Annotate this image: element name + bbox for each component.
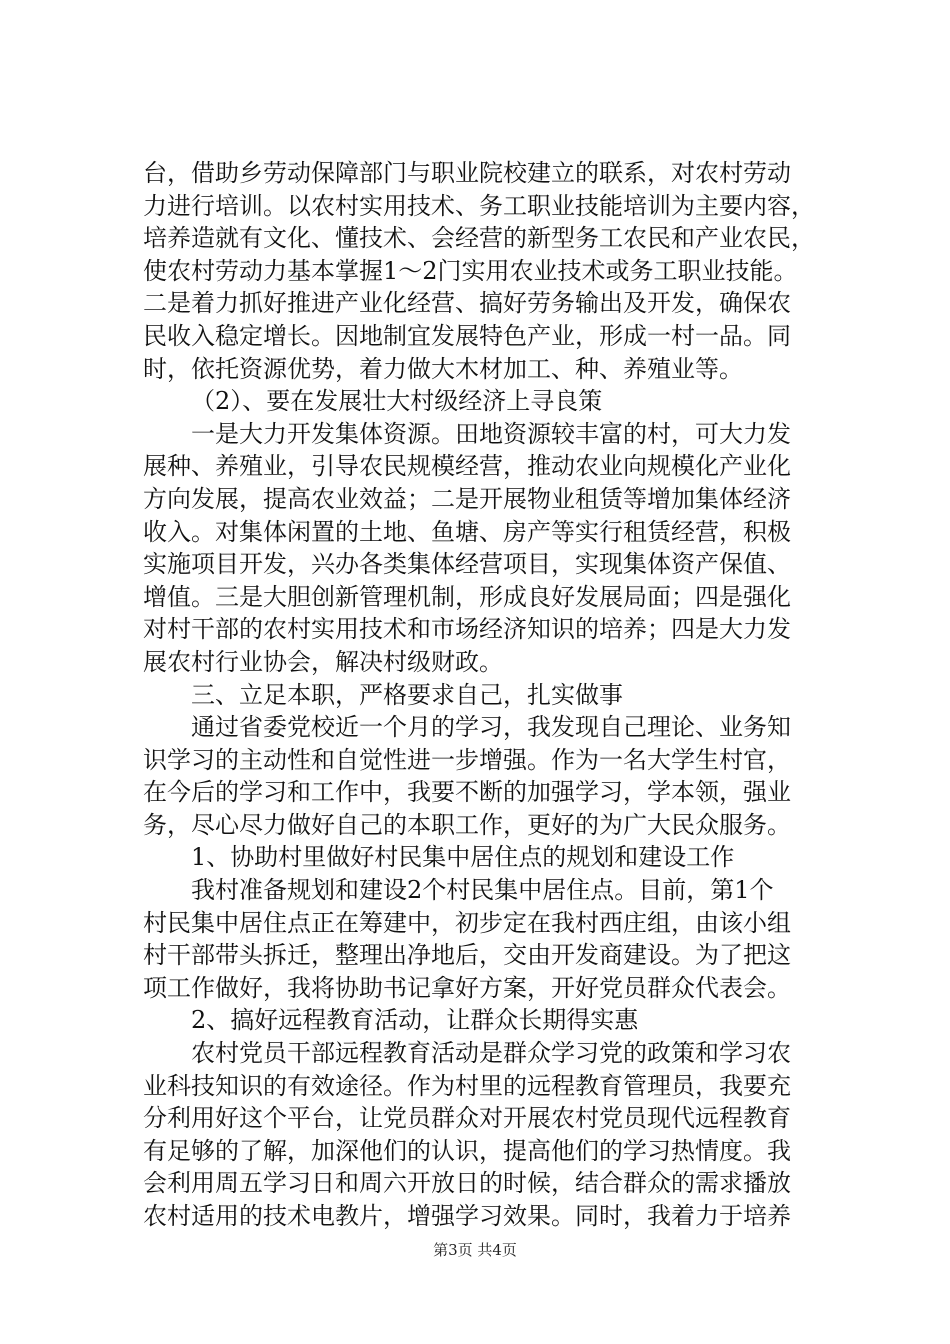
- text-line: 农村党员干部远程教育活动是群众学习党的政策和学习农: [191, 1039, 791, 1068]
- text-line: 展农村行业协会，解决村级财政。: [143, 647, 503, 676]
- text-line: 培养造就有文化、懂技术、会经营的新型务工农民和产业农民，: [143, 224, 815, 253]
- text-line: 在今后的学习和工作中，我要不断的加强学习，学本领，强业: [143, 778, 791, 807]
- text-line: 业科技知识的有效途径。作为村里的远程教育管理员，我要充: [143, 1071, 791, 1100]
- text-line: （2）、要在发展壮大村级经济上寻良策: [191, 387, 603, 416]
- text-line: 展种、养殖业，引导农民规模经营，推动农业向规模化产业化: [143, 452, 791, 481]
- text-line: 方向发展，提高农业效益；二是开展物业租赁等增加集体经济: [143, 484, 791, 513]
- text-line: 收入。对集体闲置的土地、鱼塘、房产等实行租赁经营，积极: [143, 517, 791, 546]
- page-footer: 第3页 共4页: [433, 1241, 517, 1259]
- text-line: 实施项目开发，兴办各类集体经营项目，实现集体资产保值、: [143, 550, 791, 579]
- text-line: 对村干部的农村实用技术和市场经济知识的培养；四是大力发: [143, 615, 791, 644]
- text-line: 农村适用的技术电教片，增强学习效果。同时，我着力于培养: [143, 1202, 791, 1230]
- text-line: 使农村劳动力基本掌握1～2门实用农业技术或务工职业技能。: [143, 256, 798, 285]
- text-line: 识学习的主动性和自觉性进一步增强。作为一名大学生村官，: [143, 745, 791, 774]
- text-line: 村民集中居住点正在筹建中，初步定在我村西庄组，由该小组: [143, 908, 791, 937]
- text-line: 1、协助村里做好村民集中居住点的规划和建设工作: [191, 843, 735, 872]
- document-body: [143, 157, 843, 1233]
- text-line: 有足够的了解，加深他们的认识，提高他们的学习热情度。我: [143, 1136, 791, 1165]
- text-line: 通过省委党校近一个月的学习，我发现自己理论、业务知: [191, 713, 791, 742]
- text-line: 民收入稳定增长。因地制宜发展特色产业，形成一村一品。同: [143, 321, 791, 350]
- text-line: 分利用好这个平台，让党员群众对开展农村党员现代远程教育: [143, 1104, 791, 1133]
- text-line: 三、立足本职，严格要求自己，扎实做事: [191, 680, 623, 709]
- text-line: 二是着力抓好推进产业化经营、搞好劳务输出及开发，确保农: [143, 289, 791, 318]
- text-line: 一是大力开发集体资源。田地资源较丰富的村，可大力发: [191, 419, 791, 448]
- text-line: 2、搞好远程教育活动，让群众长期得实惠: [191, 1006, 639, 1035]
- text-line: 务，尽心尽力做好自己的本职工作，更好的为广大民众服务。: [143, 810, 791, 839]
- text-line: 村干部带头拆迁，整理出净地后，交由开发商建设。为了把这: [143, 941, 791, 970]
- text-line: 会利用周五学习日和周六开放日的时候，结合群众的需求播放: [143, 1169, 791, 1198]
- text-line: 增值。三是大胆创新管理机制，形成良好发展局面；四是强化: [143, 582, 791, 611]
- text-line: 时，依托资源优势，着力做大木材加工、种、养殖业等。: [143, 354, 743, 383]
- text-line: 我村准备规划和建设2个村民集中居住点。目前，第1个: [191, 876, 774, 905]
- text-line: 台，借助乡劳动保障部门与职业院校建立的联系，对农村劳动: [143, 159, 791, 187]
- text-line: 力进行培训。以农村实用技术、务工职业技能培训为主要内容，: [143, 191, 815, 220]
- text-line: 项工作做好，我将协助书记拿好方案，开好党员群众代表会。: [143, 973, 791, 1002]
